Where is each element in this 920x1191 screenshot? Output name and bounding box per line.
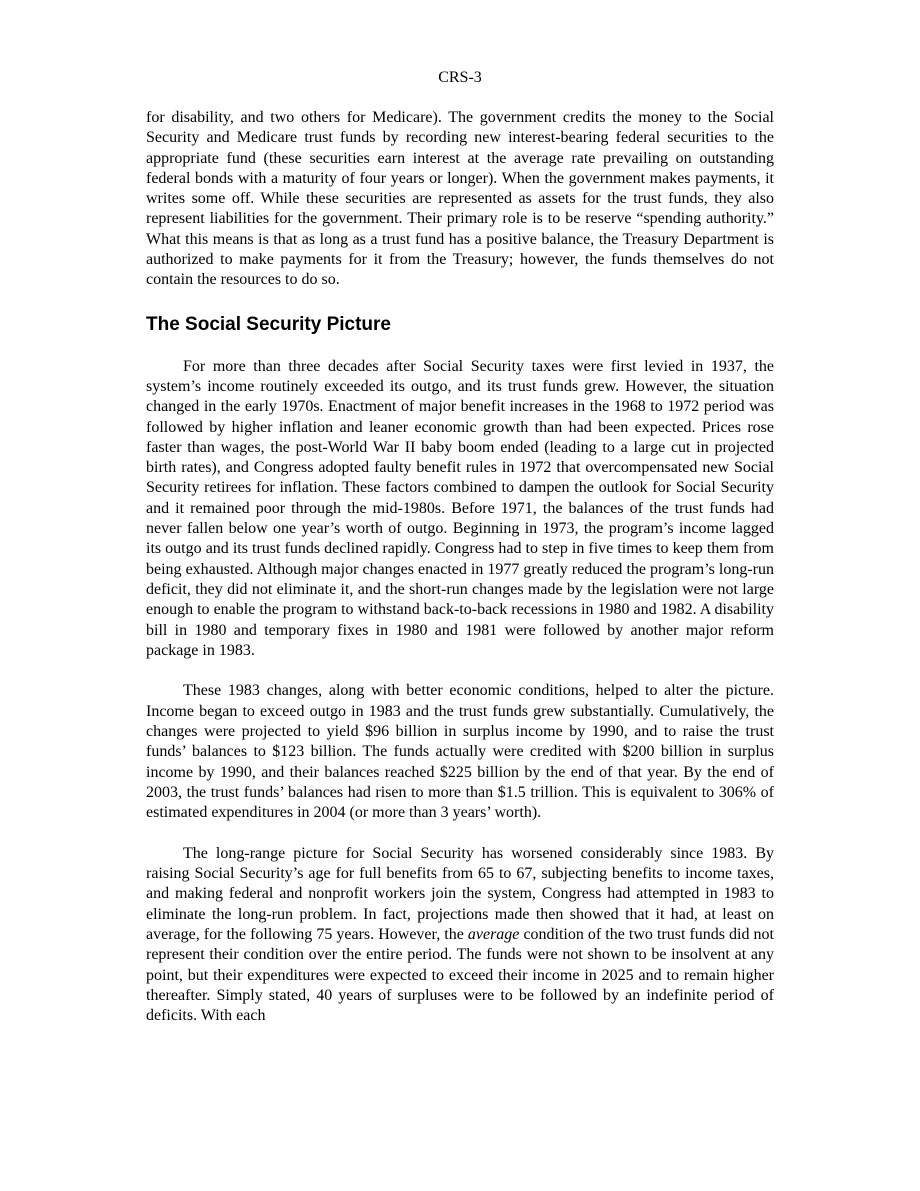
italic-emphasis: average: [467, 925, 520, 943]
body-paragraph-1: For more than three decades after Social Security taxes were first levied in 1937, the system’s income routinely exceeded its outgo, and its trust funds grew. However, the situation changed in the early 1970s. Enactment of major benefit increases in the 1968 to 1972 period was followed by higher inflation and leaner economic growth than had been expected. Prices rose faster than wages, the post-World War II baby boom ended (leading to a large cut in projected birth rates), and Congress adopted faulty benefit rules in 1972 that overcompensated new Social Security retirees for inflation. These factors combined to dampen the outlook for Social Security and it remained poor through the mid-1980s. Before 1971, the balances of the trust funds had never fallen below one year’s worth of outgo. Beginning in 1973, the program’s income lagged its outgo and its trust funds declined rapidly. Congress had to step in five times to keep them from being exhausted. Although major changes enacted in 1977 greatly reduced the program’s long-run deficit, they did not eliminate it, and the short-run changes made by the legislation were not large enough to enable the program to withstand back-to-back recessions in 1980 and 1982. A disability bill in 1980 and temporary fixes in 1980 and 1981 were followed by another major reform package in 1983.: [146, 357, 774, 659]
paragraph-text-after-italic: condition of the two trust funds did not represent their condition over the entire period. The funds were not shown to be insolvent at any point, but their expenditures were expected to exceed their income in 2025 and to remain higher thereafter. Simply stated, 40 years of surpluses were to be followed by an indefinite period of deficits. With each: [146, 925, 774, 1025]
paragraph-text-before-italic: The long-range picture for Social Security has worsened considerably since 1983. By raising Social Security’s age for full benefits from 65 to 67, subjecting benefits to income taxes, and making federal and nonprofit workers join the system, Congress had attempted in 1983 to eliminate the long-run problem. In fact, projections made then showed that it had, at least on average, for the following 75 years. However, the: [146, 844, 774, 943]
body-paragraph-3: [146, 844, 774, 1027]
page-number-header: CRS-3: [438, 69, 482, 86]
section-heading: The Social Security Picture: [146, 313, 391, 335]
intro-paragraph: for disability, and two others for Medicare). The government credits the money to the Social Security and Medicare trust funds by recording new interest-bearing federal securities to the appropriate fund (these securities earn interest at the average rate prevailing on outstanding federal bonds with a maturity of four years or longer). When the government makes payments, it writes some off. While these securities are represented as assets for the trust funds, they also represent liabilities for the government. Their primary role is to be reserve “spending authority.” What this means is that as long as a trust fund has a positive balance, the Treasury Department is authorized to make payments for it from the Treasury; however, the funds themselves do not contain the resources to do so.: [146, 109, 774, 289]
document-body: [146, 108, 774, 1026]
body-paragraph-2: These 1983 changes, along with better economic conditions, helped to alter the picture. Income began to exceed outgo in 1983 and the trust funds grew substantially. Cumulatively, the changes were projected to yield $96 billion in surplus income by 1990, and to raise the trust funds’ balances to $123 billion. The funds actually were credited with $200 billion in surplus income by 1990, and their balances reached $225 billion by the end of that year. By the end of 2003, the trust funds’ balances had risen to more than $1.5 trillion. This is equivalent to 306% of estimated expenditures in 2004 (or more than 3 years’ worth).: [146, 682, 774, 822]
